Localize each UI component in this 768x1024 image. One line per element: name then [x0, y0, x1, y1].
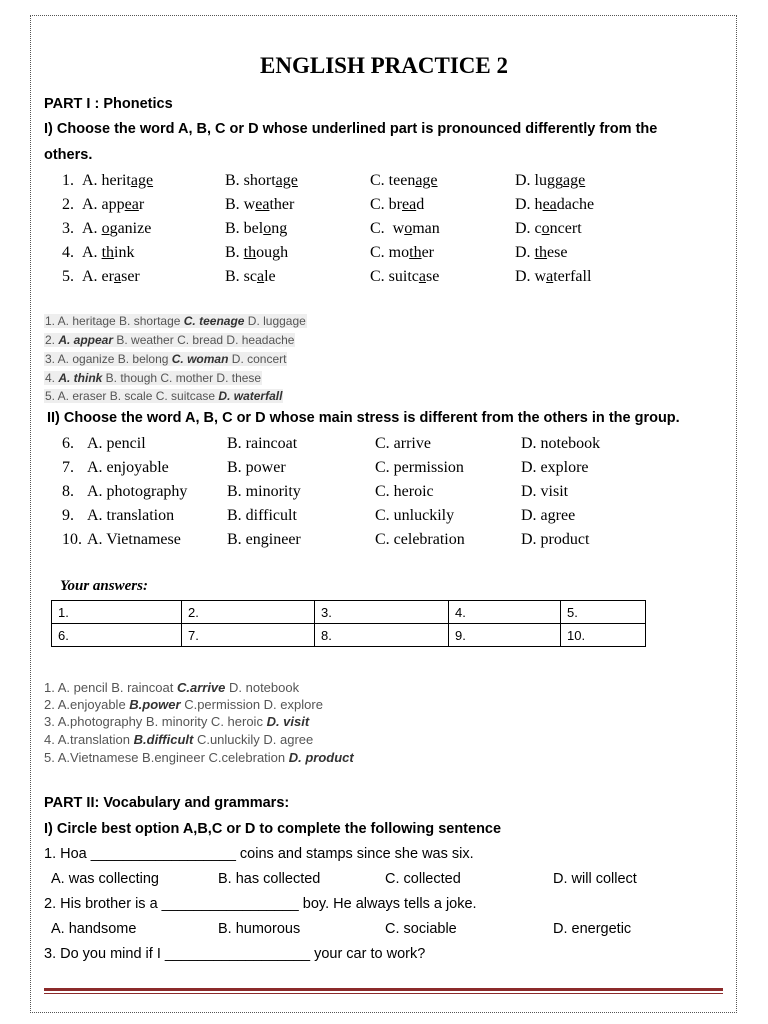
stress-answer-3: 3. A.photography B. minority C. heroic D. visit	[44, 714, 310, 729]
option-d[interactable]: D. will collect	[553, 871, 637, 887]
answer-cell[interactable]: 2.	[182, 601, 315, 624]
sentence-2: 2. His brother is a _________________ boy. He always tells a joke.	[44, 896, 477, 912]
stress-opt-c: C. celebration	[375, 531, 465, 548]
phonetics-answer-2: 2. A. appear B. weather C. bread D. headache	[45, 333, 295, 347]
answer-cell[interactable]: 1.	[52, 601, 182, 624]
option-c[interactable]: C. sociable	[385, 921, 457, 937]
option-a[interactable]: A. handsome	[51, 921, 137, 937]
stress-opt-b: B. minority	[227, 483, 301, 500]
stress-opt-a: A. enjoyable	[87, 459, 169, 476]
stress-opt-b: B. engineer	[227, 531, 301, 548]
stress-answer-1: 1. A. pencil B. raincoat C.arrive D. notebook	[44, 680, 300, 695]
stress-instruction: II) Choose the word A, B, C or D whose main stress is different from the others in the group.	[47, 410, 680, 426]
answer-table	[51, 600, 646, 647]
table-row	[52, 601, 646, 624]
answer-cell[interactable]: 8.	[315, 624, 449, 647]
phonetics-answer-1: 1. A. heritage B. shortage C. teenage D. luggage	[45, 314, 306, 328]
phonetics-instruction-line2: others.	[44, 147, 93, 163]
stress-opt-a: A. translation	[87, 507, 175, 524]
stress-opt-a: A. Vietnamese	[87, 531, 181, 548]
stress-opt-d: D. notebook	[521, 435, 601, 452]
stress-opt-c: C. unluckily	[375, 507, 455, 524]
option-b[interactable]: B. humorous	[218, 921, 301, 937]
answer-cell[interactable]: 3.	[315, 601, 449, 624]
stress-opt-d: D. product	[521, 531, 590, 548]
stress-opt-a: A. pencil	[87, 435, 146, 452]
table-row	[52, 624, 646, 647]
answer-cell[interactable]: 4.	[449, 601, 561, 624]
option-c[interactable]: C. collected	[385, 871, 461, 887]
stress-opt-a: A. photography	[87, 483, 188, 500]
stress-num: 6.	[62, 435, 74, 452]
stress-opt-b: B. raincoat	[227, 435, 298, 452]
answer-cell[interactable]: 5.	[561, 601, 646, 624]
your-answers-label: Your answers:	[60, 578, 148, 594]
sentence-1: 1. Hoa __________________ coins and stamps since she was six.	[44, 846, 474, 862]
part2-heading: PART II: Vocabulary and grammars:	[44, 795, 290, 811]
stress-num: 7.	[62, 459, 74, 476]
stress-opt-b: B. power	[227, 459, 286, 476]
part1-heading: PART I : Phonetics	[44, 96, 173, 112]
option-b[interactable]: B. has collected	[218, 871, 321, 887]
stress-opt-c: C. permission	[375, 459, 464, 476]
answer-cell[interactable]: 10.	[561, 624, 646, 647]
answer-cell[interactable]: 7.	[182, 624, 315, 647]
answer-cell[interactable]: 6.	[52, 624, 182, 647]
part2-instruction: I) Circle best option A,B,C or D to complete the following sentence	[44, 821, 502, 837]
stress-num: 9.	[62, 507, 74, 524]
stress-answer-5: 5. A.Vietnamese B.engineer C.celebration D. product	[44, 750, 354, 765]
footer-rule-thick	[44, 988, 723, 991]
stress-opt-c: C. heroic	[375, 483, 434, 500]
stress-answer-4: 4. A.translation B.difficult C.unluckily D. agree	[44, 732, 314, 747]
stress-num: 10.	[62, 531, 82, 548]
page-title: ENGLISH PRACTICE 2	[260, 53, 508, 78]
stress-opt-d: D. agree	[521, 507, 576, 524]
sentence-3: 3. Do you mind if I __________________ your car to work?	[44, 946, 426, 962]
stress-opt-b: B. difficult	[227, 507, 297, 524]
stress-opt-c: C. arrive	[375, 435, 431, 452]
stress-num: 8.	[62, 483, 74, 500]
option-a[interactable]: A. was collecting	[51, 871, 159, 887]
phonetics-answer-3: 3. A. oganize B. belong C. woman D. concert	[45, 352, 287, 366]
option-d[interactable]: D. energetic	[553, 921, 632, 937]
answer-cell[interactable]: 9.	[449, 624, 561, 647]
phonetics-instruction-line1: I) Choose the word A, B, C or D whose underlined part is pronounced differently from the	[44, 121, 658, 137]
footer-rule-thin	[44, 993, 723, 994]
stress-answer-2: 2. A.enjoyable B.power C.permission D. explore	[44, 697, 323, 712]
phonetics-answer-4: 4. A. think B. though C. mother D. these	[45, 371, 262, 385]
phonetics-answer-5: 5. A. eraser B. scale C. suitcase D. waterfall	[45, 389, 283, 403]
stress-opt-d: D. visit	[521, 483, 569, 500]
stress-opt-d: D. explore	[521, 459, 589, 476]
